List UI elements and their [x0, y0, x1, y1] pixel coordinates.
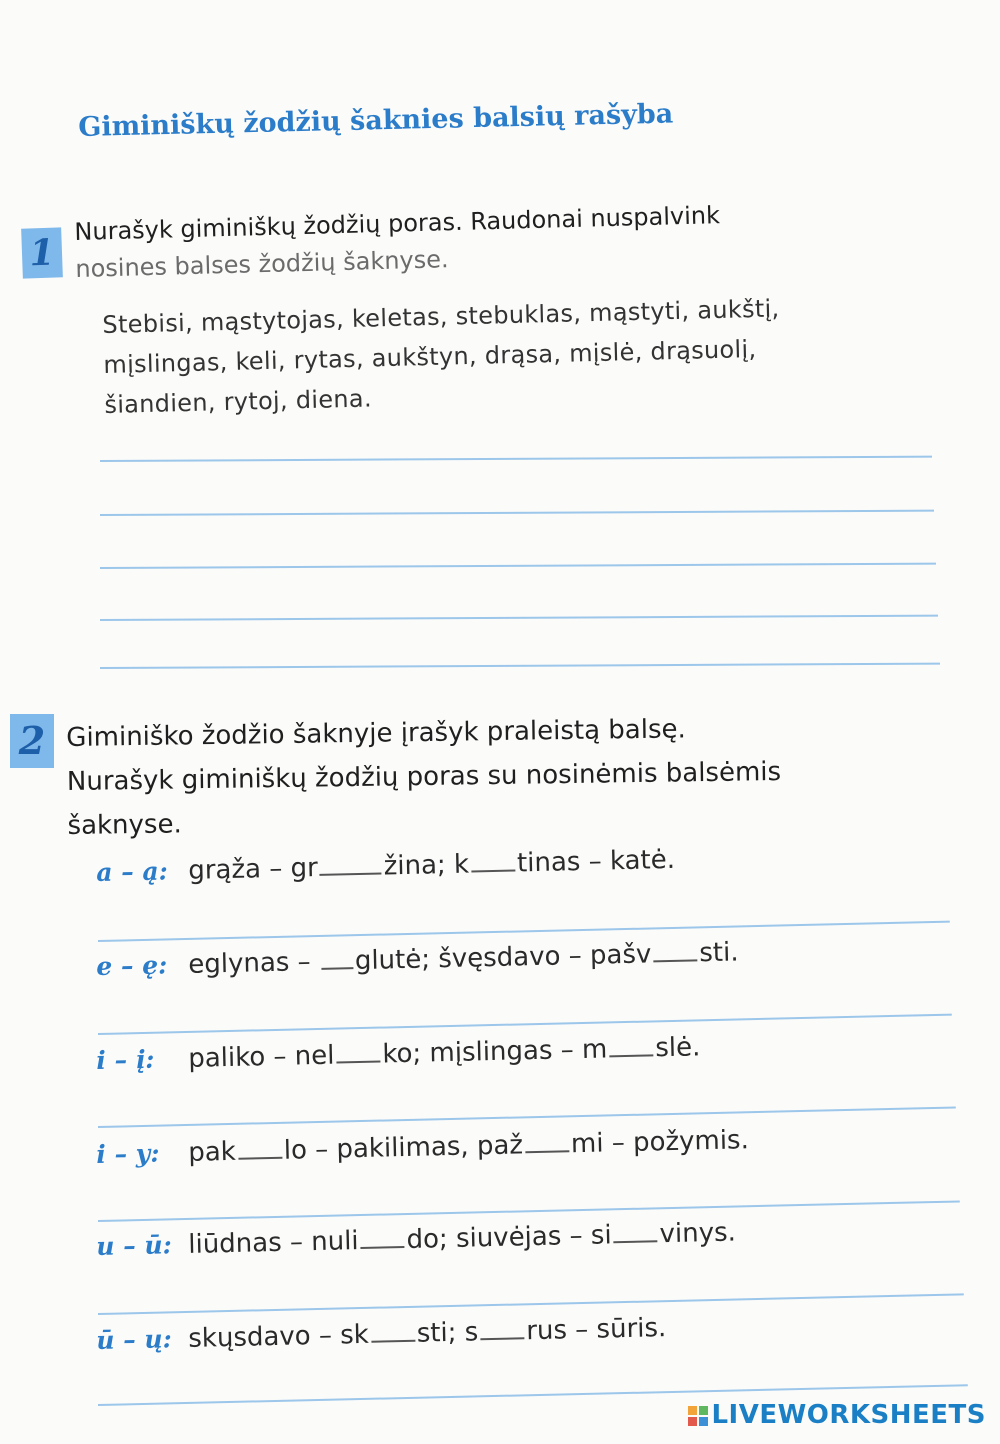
row-text: mi – požymis. — [570, 1125, 750, 1160]
row-text: ko; mįslingas – m — [382, 1034, 608, 1070]
blank-input[interactable] — [613, 1220, 657, 1243]
task-1-answer-line[interactable] — [100, 456, 932, 462]
blank-input[interactable] — [609, 1034, 653, 1057]
page-title: Giminiškų žodžių šaknies balsių rašyba — [78, 98, 674, 143]
row-text: liūdnas – nuli — [187, 1226, 359, 1260]
exercise-row-e — [96, 937, 739, 982]
row-text: tinas – katė. — [516, 844, 676, 879]
blank-input[interactable] — [370, 1320, 414, 1343]
task-1-answer-line[interactable] — [100, 510, 934, 516]
vowel-pair-label: i – y: — [96, 1138, 160, 1169]
blank-input[interactable] — [653, 939, 697, 962]
task-2-instruction — [66, 706, 782, 848]
task-2-answer-line[interactable] — [98, 1107, 956, 1128]
row-text: slė. — [654, 1032, 701, 1064]
task-2-instruction-line-2: Nurašyk giminiškų žodžių poras su nosinėmis balsėmis — [66, 757, 782, 797]
blank-input[interactable] — [237, 1137, 281, 1160]
blank-input[interactable] — [321, 947, 353, 970]
liveworksheets-logo-icon — [688, 1406, 708, 1426]
blank-input[interactable] — [336, 1041, 380, 1064]
word-list-line: mįslingas, keli, rytas, aukštyn, drąsa, mįslė, drąsuolį, — [103, 335, 757, 379]
vowel-pair-label: e – ę: — [96, 950, 168, 981]
row-text: skųsdavo – sk — [187, 1319, 370, 1354]
task-1-answer-line[interactable] — [100, 563, 936, 569]
row-text: žina; k — [383, 849, 470, 882]
row-text: glutė; švęsdavo – pašv — [354, 939, 652, 977]
task-1-instruction — [74, 197, 721, 288]
task-2-answer-line[interactable] — [98, 1014, 952, 1035]
task-2-instruction-line-1: Giminiško žodžio šaknyje įrašyk praleistą balsę. — [66, 714, 686, 753]
exercise-row-a — [96, 845, 675, 888]
row-text: eglynas – — [187, 946, 320, 980]
task-2-answer-line[interactable] — [98, 1293, 964, 1315]
exercise-row-i-y — [96, 1125, 749, 1170]
row-text: sti. — [698, 937, 739, 969]
blank-input[interactable] — [480, 1317, 524, 1340]
task-2-answer-line[interactable] — [98, 1200, 960, 1222]
task-1-instruction-line-1: Nurašyk giminiškų žodžių poras. Raudonai nuspalvink — [74, 201, 721, 246]
row-text: pak — [187, 1136, 237, 1168]
row-text: vinys. — [659, 1217, 737, 1250]
blank-input[interactable] — [525, 1130, 569, 1153]
blank-input[interactable] — [471, 849, 515, 872]
row-text: do; siuvėjas – si — [406, 1220, 612, 1255]
task-2-instruction-line-3: šaknyse. — [67, 809, 182, 841]
vowel-pair-label: ū – ų: — [96, 1324, 173, 1355]
blank-input[interactable] — [319, 853, 381, 876]
logo-text: LIVEWORKSHEETS — [711, 1400, 986, 1430]
task-2-answer-line[interactable] — [98, 921, 950, 942]
blank-input[interactable] — [360, 1226, 404, 1249]
vowel-pair-label: a – ą: — [96, 856, 169, 887]
row-text: grąža – gr — [187, 852, 319, 886]
exercise-row-u — [96, 1217, 736, 1262]
row-text: lo – pakilimas, pаž — [283, 1130, 524, 1166]
task-1-answer-line[interactable] — [100, 615, 938, 621]
task-1-number-badge: 1 — [21, 227, 63, 278]
exercise-row-i-nosine — [96, 1032, 701, 1076]
task-1-instruction-line-2: nosines balses žodžių šaknyse. — [75, 245, 449, 283]
row-text: rus – sūris. — [525, 1313, 667, 1347]
row-text: sti; s — [416, 1317, 479, 1349]
liveworksheets-logo — [688, 1400, 986, 1430]
word-list-line: šiandien, rytoj, diena. — [104, 384, 373, 419]
row-text: paliko – nel — [187, 1040, 335, 1074]
vowel-pair-label: u – ū: — [96, 1230, 173, 1261]
task-1-word-list — [102, 288, 782, 425]
task-1-answer-line[interactable] — [100, 663, 940, 669]
exercise-row-u-nosine — [96, 1313, 667, 1356]
vowel-pair-label: i – į: — [96, 1044, 155, 1075]
task-2-number-badge: 2 — [10, 714, 54, 768]
word-list-line: Stebisi, mąstytojas, keletas, stebuklas, mąstyti, aukštį, — [102, 294, 780, 339]
